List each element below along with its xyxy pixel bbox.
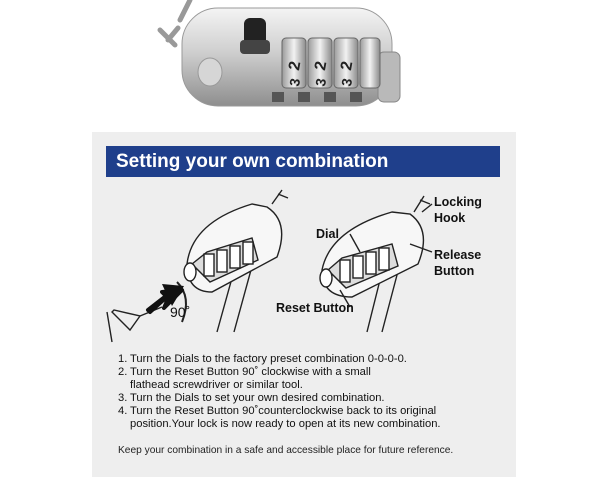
step-text: Turn the Dials to set your own desired combination. [130, 392, 385, 404]
step-item [118, 405, 498, 431]
panel-title: Setting your own combination [106, 146, 500, 177]
step-number: 4. [118, 405, 128, 417]
dial-digit: 3 [286, 77, 304, 88]
step-number: 1. [118, 353, 128, 365]
reset-button-label: Reset Button [276, 301, 354, 315]
locking-hook-label: Locking Hook [434, 195, 482, 225]
step-item [118, 353, 498, 366]
dial-digit: 2 [286, 59, 305, 72]
footer-note: Keep your combination in a safe and accessible place for future reference. [118, 445, 454, 456]
step-text: Turn the Reset Button 90˚ clockwise with a small [130, 366, 371, 378]
step-text-continued: flathead screwdriver or similar tool. [130, 379, 303, 391]
left-lock-diagram [107, 190, 288, 342]
step-item [118, 366, 498, 392]
step-number: 3. [118, 392, 128, 404]
dial-label: Dial [316, 227, 339, 241]
step-text: Turn the Reset Button 90˚counterclockwise back to its original [130, 405, 437, 417]
dial-digit: 2 [312, 59, 331, 72]
dial-digit: 3 [312, 77, 330, 88]
step-number: 2. [118, 366, 128, 378]
step-item [118, 392, 498, 405]
instruction-card [92, 132, 516, 477]
dial-digit: 3 [338, 77, 356, 88]
dial-digit: 2 [338, 59, 357, 72]
release-button-label: Release Button [434, 248, 482, 278]
instruction-steps [118, 353, 498, 431]
lock-product-photo [0, 0, 600, 140]
step-text-continued: position.Your lock is now ready to open at its new combination. [130, 418, 441, 430]
dial-wheels [282, 38, 380, 88]
rotation-angle-label: 90˚ [170, 304, 191, 320]
step-text: Turn the Dials to the factory preset combination 0-0-0-0. [130, 353, 407, 365]
